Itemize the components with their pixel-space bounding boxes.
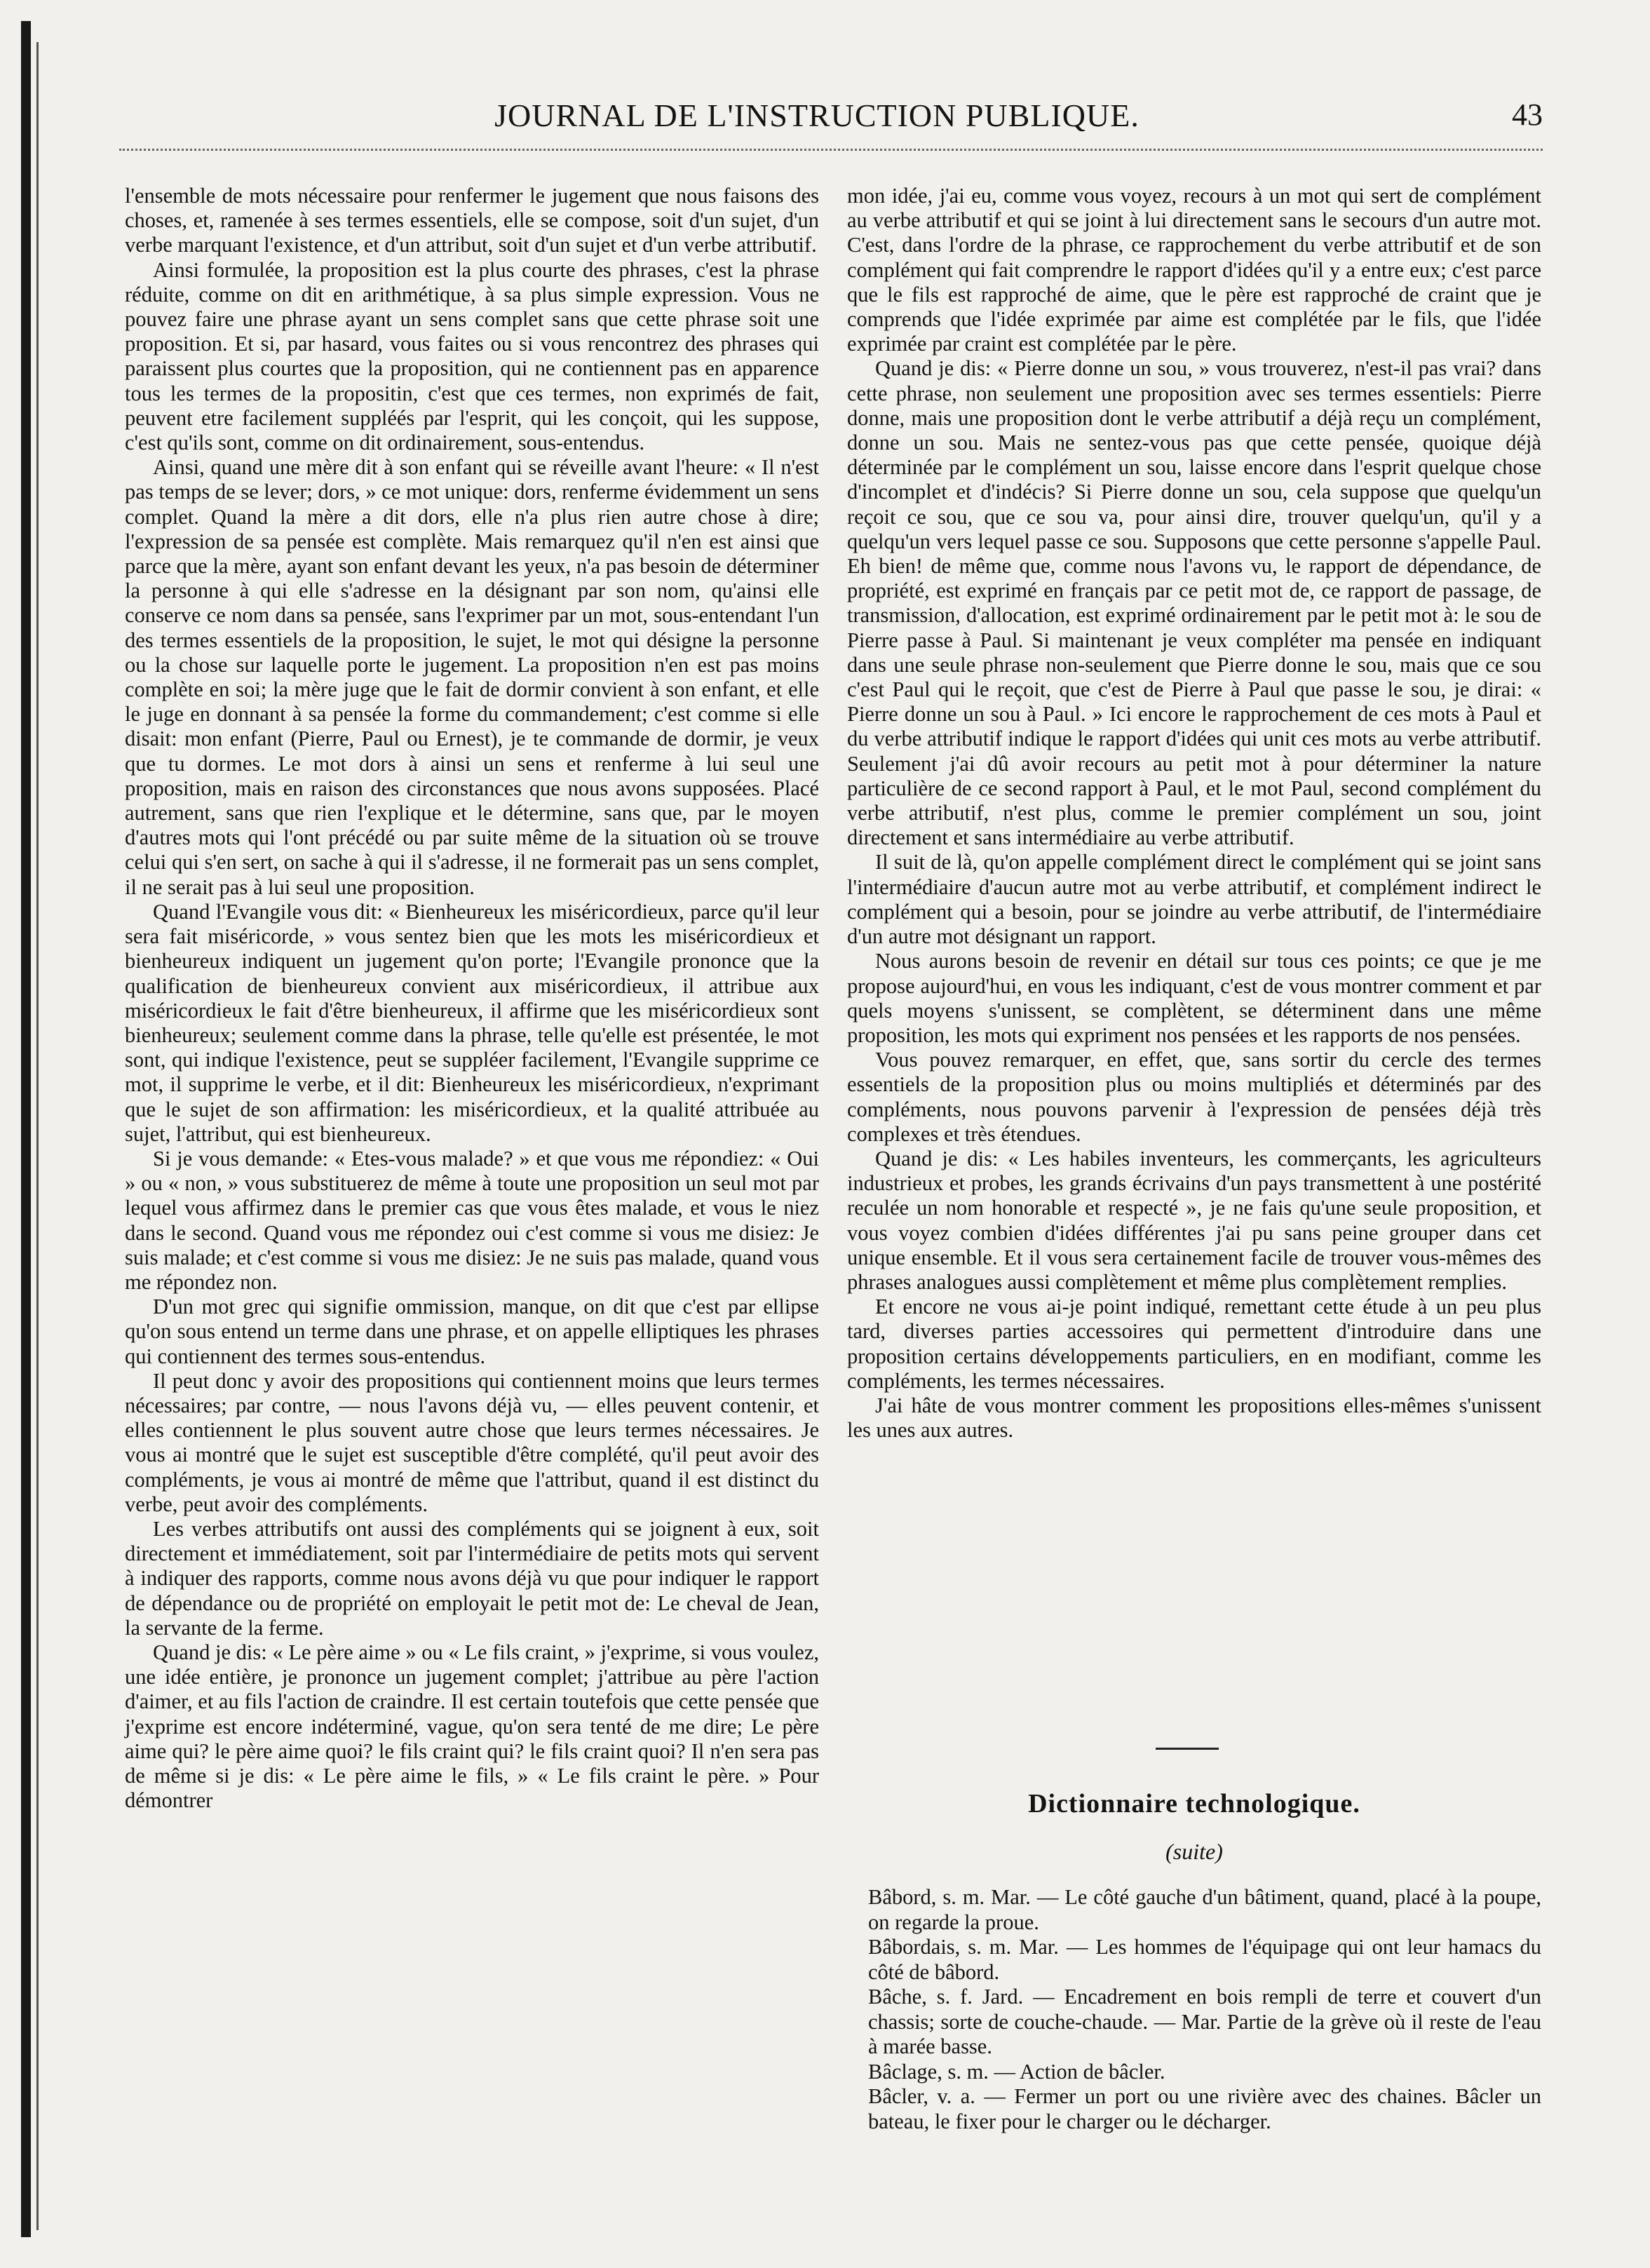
paragraph: Vous pouvez remarquer, en effet, que, sans sortir du cercle des termes essentiels de la proposition plus ou moins multipliés et déterminés par des compléments, nous pouvons parvenir à l'expression de pensées déjà très complexes et très étendues. <box>847 1048 1541 1146</box>
paragraph: Les verbes attributifs ont aussi des compléments qui se joignent à eux, soit directement et immédiatement, soit par l'intermédiaire de petits mots qui servent à indiquer des rapports, comme nous avons déjà vu que pour indiquer le rapport de dépendance ou de propriété on employait le petit mot de: Le cheval de Jean, la servante de la ferme. <box>125 1516 819 1640</box>
paragraph: Il suit de là, qu'on appelle complément direct le complément qui se joint sans l'intermédiaire d'aucun autre mot au verbe attributif, et complément indirect le complément qui a besoin, pour se joindre au verbe attributif, de l'intermédiaire d'un autre mot désignant un rapport. <box>847 850 1541 949</box>
paragraph: Et encore ne vous ai-je point indiqué, remettant cette étude à un peu plus tard, diverses parties accessoires qui permettent d'introduire dans une proposition certains développements particuliers, en en modifiant, comme les compléments, les termes nécessaires. <box>847 1295 1541 1393</box>
dictionary-entry: Bâclage, s. m. — Action de bâcler. <box>868 2059 1165 2084</box>
left-column <box>125 184 819 1813</box>
binding-edge <box>21 21 31 2237</box>
dictionary-entry: Bâcler, v. a. — Fermer un port ou une rivière avec des chaines. Bâcler un bateau, le fixer pour le charger ou le décharger. <box>868 2084 1541 2133</box>
dictionary-subtitle: (suite) <box>1165 1839 1223 1864</box>
paragraph: mon idée, j'ai eu, comme vous voyez, recours à un mot qui sert de complément au verbe attributif et qui se joint à lui directement sans le secours d'un autre mot. C'est, dans l'ordre de la phrase, ce rapprochement du verbe attributif et de son complément qui fait comprendre le rapport d'idées qu'il y a entre eux; c'est parce que le fils est rapproché de aime, que le père est rapproché de craint que je comprends que l'idée exprimée par aime est complétée par le fils, que l'idée exprimée par craint est complétée par le père. <box>847 184 1541 356</box>
paragraph: Il peut donc y avoir des propositions qui contiennent moins que leurs termes nécessaires; par contre, — nous l'avons déjà vu, — elles peuvent contenir, et elles contiennent le plus souvent autre chose que leurs termes nécessaires. Je vous ai montré que le sujet est susceptible d'être complété, qu'il peut avoir des compléments, je vous ai montré de même que l'attribut, quand il est distinct du verbe, peut avoir des compléments. <box>125 1368 819 1516</box>
paragraph: Quand je dis: « Les habiles inventeurs, les commerçants, les agriculteurs industrieux et probes, les grands écrivains d'un pays transmettent à une postérité reculée un nom honorable et respecté », je ne fais qu'une seule proposition, et vous voyez combien d'idées différentes j'ai pu sans peine grouper dans cet unique ensemble. Et il vous sera certainement facile de trouver vous-mêmes des phrases analogues aussi complètement et même plus complètement remplies. <box>847 1146 1541 1294</box>
paragraph: Si je vous demande: « Etes-vous malade? » et que vous me répondiez: « Oui » ou « non, » vous substituerez de même à toute une proposition un seul mot par lequel vous affirmez dans le premier cas que vous êtes malade, et vous le niez dans le second. Quand vous me répondez oui c'est comme si vous me disiez: Je suis malade; et c'est comme si vous me disiez: Je ne suis pas malade, quand vous me répondez non. <box>125 1146 819 1294</box>
paragraph: l'ensemble de mots nécessaire pour renfermer le jugement que nous faisons des choses, et, ramenée à ses termes essentiels, elle se compose, soit d'un sujet, d'un verbe marquant l'existence, et d'un attribut, soit d'un sujet et d'un verbe attributif. <box>125 184 819 257</box>
dictionary-entry: Bâche, s. f. Jard. — Encadrement en bois rempli de terre et couvert d'un chassis; sorte de couche-chaude. — Mar. Partie de la grève où il reste de l'eau à marée basse. <box>868 1985 1541 2058</box>
section-divider <box>1156 1748 1219 1750</box>
paragraph: Quand l'Evangile vous dit: « Bienheureux les miséricordieux, parce qu'il leur sera fait miséricorde, » vous sentez bien que les mots les miséricordieux et bienheureux indiquent un jugement qu'on porte; l'Evangile prononce que la qualification de bienheureux convient aux miséricordieux, il attribue aux miséricordieux le fait d'être bienheureux, il affirme que les miséricordieux sont bienheureux; seulement comme dans la phrase, telle qu'elle est présentée, le mot sont, qui indique l'existence, peut se suppléer facilement, l'Evangile supprime ce mot, il supprime le verbe, et il dit: Bienheureux les miséricordieux, n'exprimant que le sujet de son affirmation: les miséricordieux, et la qualité attribuée au sujet, l'attribut, qui est bienheureux. <box>125 899 819 1146</box>
paragraph: Ainsi formulée, la proposition est la plus courte des phrases, c'est la phrase réduite, comme on dit en arithmétique, à sa plus simple expression. Vous ne pouvez faire une phrase ayant un sens complet sans que cette phrase soit une proposition. Et si, par hasard, vous faites ou si vous rencontrez des phrases qui paraissent plus courtes que la proposition, qui ne contiennent pas en apparence tous les termes de la propositin, c'est que ces termes, non exprimés de fait, peuvent etre facilement suppléés par l'esprit, qui les conçoit, qui les suppose, c'est qu'ils sont, comme on dit ordinairement, sous-entendus. <box>125 257 819 455</box>
page-header <box>91 90 1543 146</box>
page-number: 43 <box>1512 97 1543 132</box>
dictionary-entry: Bâbordais, s. m. Mar. — Les hommes de l'équipage qui ont leur hamacs du côté de bâbord. <box>868 1935 1541 1984</box>
journal-title: JOURNAL DE L'INSTRUCTION PUBLIQUE. <box>494 97 1140 133</box>
dictionary-entry: Bâbord, s. m. Mar. — Le côté gauche d'un bâtiment, quand, placé à la poupe, on regarde la proue. <box>868 1885 1541 1934</box>
paragraph: Nous aurons besoin de revenir en détail sur tous ces points; ce que je me propose aujourd'hui, en vous les indiquant, c'est de vous montrer comment et par quels moyens s'unissent, se complètent, se déterminent dans une même proposition, les mots qui expriment nos pensées et les rapports de nos pensées. <box>847 949 1541 1047</box>
right-column <box>847 184 1541 1443</box>
paragraph: D'un mot grec qui signifie ommission, manque, on dit que c'est par ellipse qu'on sous entend un terme dans une phrase, et on appelle elliptiques les phrases qui contiennent des termes sous-entendus. <box>125 1295 819 1368</box>
header-rule <box>119 149 1543 151</box>
paragraph: Quand je dis: « Le père aime » ou « Le fils craint, » j'exprime, si vous voulez, une idée entière, je prononce un jugement complet; j'attribue au père l'action d'aimer, et au fils l'action de craindre. Il est certain toutefois que cette pensée que j'exprime est encore indéterminé, vague, qu'on sera tenté de me dire; Le père aime qui? le père aime quoi? le fils craint qui? le fils craint quoi? Il n'en sera pas de même si je dis: « Le père aime le fils, » « Le fils craint le père. » Pour démontrer <box>125 1640 819 1813</box>
paragraph: J'ai hâte de vous montrer comment les propositions elles-mêmes s'unissent les unes aux autres. <box>847 1393 1541 1443</box>
dictionary-title: Dictionnaire technologique. <box>1028 1789 1360 1818</box>
binding-line <box>36 42 39 2230</box>
paragraph: Ainsi, quand une mère dit à son enfant qui se réveille avant l'heure: « Il n'est pas temps de se lever; dors, » ce mot unique: dors, renferme évidemment un sens complet. Quand la mère a dit dors, elle n'a plus rien autre chose à dire; l'expression de sa pensée est complète. Mais remarquez qu'il n'en est ainsi que parce que la mère, ayant son enfant devant les yeux, n'a pas besoin de déterminer la personne à qui elle s'adresse en la désignant par son nom, qu'ainsi elle conserve ce nom dans sa pensée, sans l'exprimer par un mot, sous-entendant l'un des termes essentiels de la proposition, le sujet, le mot qui désigne la personne ou la chose sur laquelle porte le jugement. La proposition n'en est pas moins complète en soi; la mère juge que le fait de dormir convient à son enfant, et elle le juge en donnant à sa pensée la forme du commandement; c'est comme si elle disait: mon enfant (Pierre, Paul ou Ernest), je te commande de dormir, je veux que tu dormes. Le mot dors à ainsi un sens et renferme à lui seul une proposition, mais en raison des circonstances que nous avons supposées. Placé autrement, sans que rien l'explique et le détermine, sans que, par le moyen d'autres mots qui l'ont précédé ou par suite même de la situation où se trouve celui qui s'en sert, on sache à qui il s'adresse, il ne formerait pas un sens complet, il ne serait pas à lui seul une proposition. <box>125 455 819 899</box>
dictionary-entries <box>868 1885 1541 2134</box>
paragraph: Quand je dis: « Pierre donne un sou, » vous trouverez, n'est-il pas vrai? dans cette phrase, non seulement une proposition avec ses termes essentiels: Pierre donne, mais une proposition dont le verbe attributif a déjà reçu un complément, donne un sou. Mais ne sentez-vous pas que cette pensée, quoique déjà déterminée par le complément un sou, laisse encore dans l'esprit quelque chose d'incomplet et d'indécis? Si Pierre donne un sou, cela suppose que quelqu'un reçoit ce sou, que ce sou va, pour ainsi dire, trouver quelqu'un, qu'il y a quelqu'un vers lequel passe ce sou. Supposons que cette personne s'appelle Paul. Eh bien! de même que, comme nous l'avons vu, le rapport de dépendance, de propriété, est exprimé en français par ce petit mot de, ce rapport de passage, de transmission, d'allocation, est exprimé ordinairement par le petit mot à: le sou de Pierre passe à Paul. Si maintenant je veux compléter ma pensée en indiquant dans une seule phrase non-seulement que Pierre donne le sou, mais que ce sou c'est Paul qui le reçoit, que c'est de Pierre à Paul que passe le sou, je dirai: « Pierre donne un sou à Paul. » Ici encore le rapprochement de ces mots à Paul et du verbe attributif indique le rapport d'idées qui unit ces mots au verbe attributif. Seulement j'ai dû avoir recours au petit mot à pour déterminer la nature particulière de ce second rapport à Paul, et le mot Paul, second complément du verbe attributif, n'est plus, comme le premier complément un sou, joint directement et sans intermédiaire au verbe attributif. <box>847 356 1541 850</box>
